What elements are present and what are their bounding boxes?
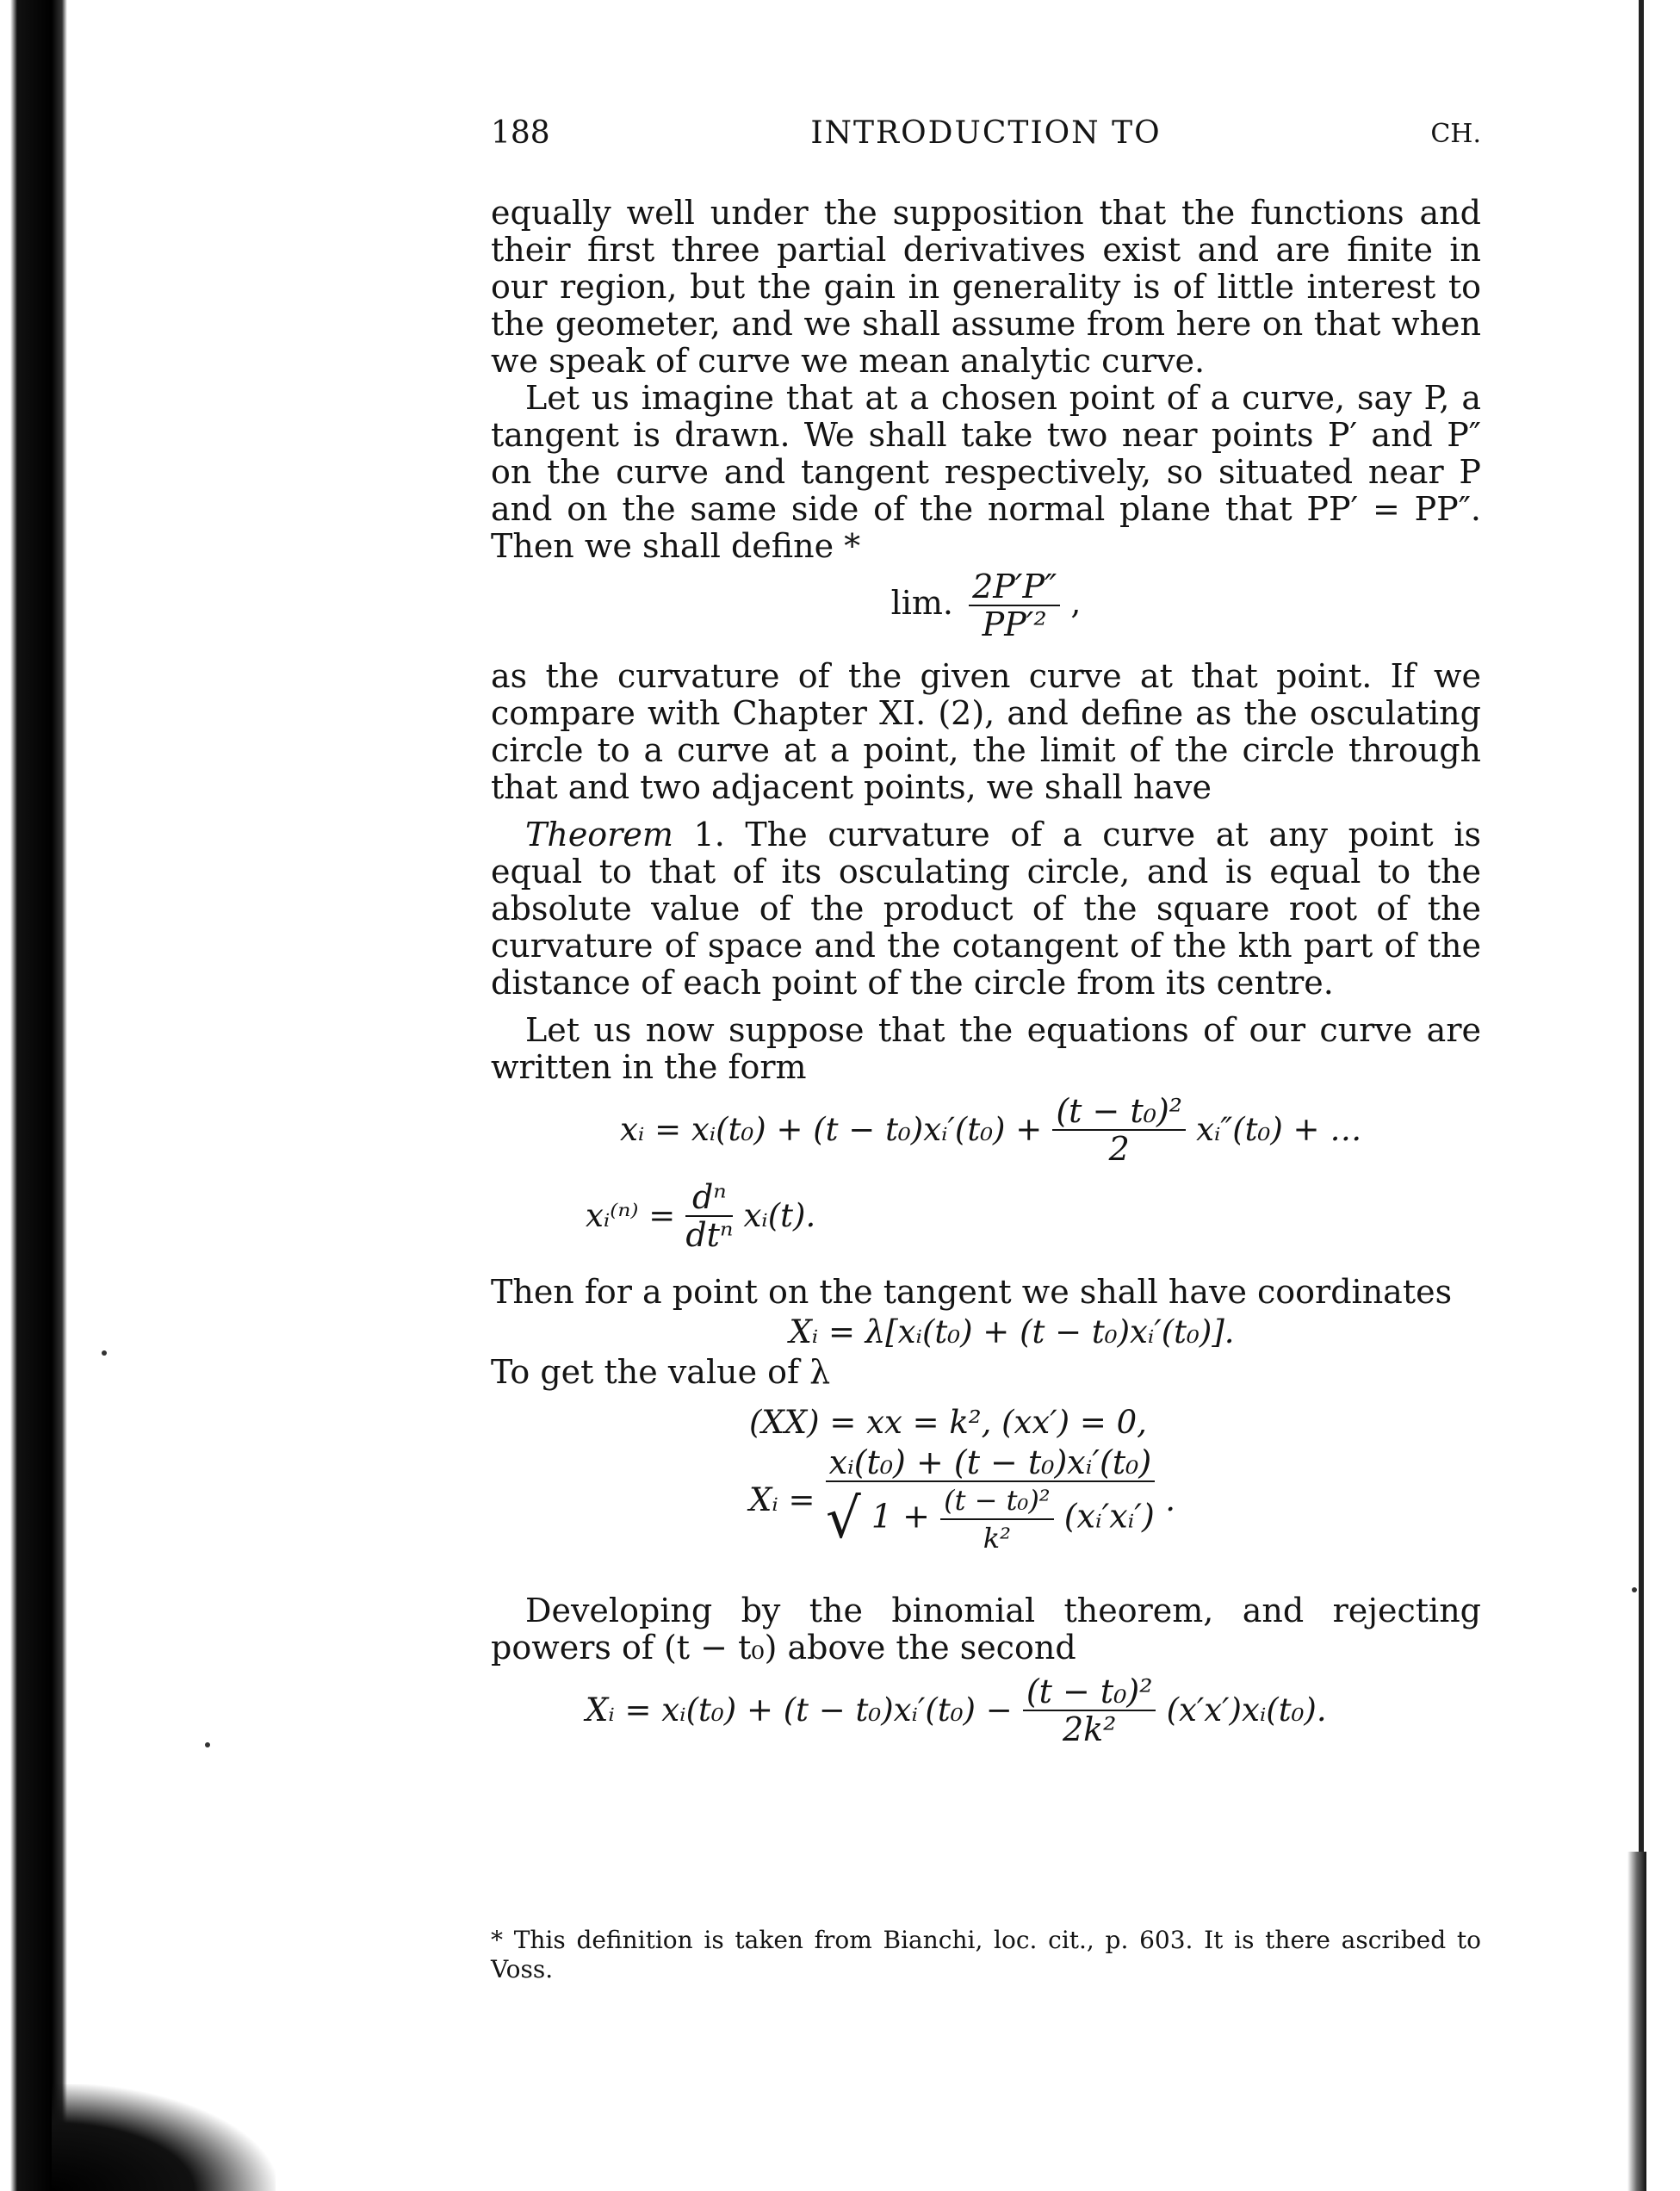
fraction-numerator: 2P′P″ bbox=[969, 568, 1060, 606]
paragraph: Then for a point on the tangent we shall have coordinates bbox=[491, 1273, 1453, 1311]
equation-part: Xᵢ = xᵢ(t₀) + (t − t₀)xᵢ′(t₀) − bbox=[586, 1691, 1013, 1729]
equation-part: xᵢ″(t₀) + … bbox=[1196, 1111, 1362, 1148]
running-title: INTRODUCTION TO bbox=[810, 115, 1162, 151]
chapter-abbreviation: CH. bbox=[1430, 119, 1481, 149]
equation-fraction bbox=[685, 1179, 733, 1253]
equation-part: Xᵢ = bbox=[749, 1481, 815, 1518]
scan-speck bbox=[102, 1350, 107, 1356]
theorem bbox=[491, 816, 1481, 1002]
scan-speck bbox=[1632, 1587, 1637, 1592]
fraction-numerator: (t − t₀)² bbox=[940, 1482, 1054, 1520]
punctuation: . bbox=[1165, 1481, 1176, 1518]
equation-part: (x′x′)xᵢ(t₀). bbox=[1166, 1691, 1327, 1729]
limit-equation bbox=[491, 565, 1481, 658]
fraction-denominator: 2 bbox=[1108, 1130, 1130, 1168]
equation-part: xᵢ⁽ⁿ⁾ = bbox=[586, 1197, 676, 1234]
equation-fraction bbox=[826, 1444, 1156, 1556]
theorem-label: Theorem bbox=[525, 816, 673, 853]
equation-tangent: Xᵢ = λ[xᵢ(t₀) + (t − t₀)xᵢ′(t₀)]. bbox=[789, 1313, 1235, 1350]
fraction-numerator: xᵢ(t₀) + (t − t₀)xᵢ′(t₀) bbox=[826, 1444, 1156, 1482]
fraction-denominator bbox=[826, 1482, 1156, 1556]
fraction-numerator: (t − t₀)² bbox=[1023, 1673, 1156, 1711]
paragraph: To get the value of λ bbox=[491, 1353, 831, 1391]
equation-fraction bbox=[1052, 1093, 1186, 1167]
page-number: 188 bbox=[491, 115, 550, 151]
book-binding-edge bbox=[0, 0, 67, 2191]
nested-fraction bbox=[940, 1482, 1054, 1556]
equation-part: xᵢ(t). bbox=[743, 1197, 816, 1234]
fraction-numerator: dⁿ bbox=[685, 1179, 733, 1217]
page-right-edge-shadow bbox=[1627, 1852, 1646, 2191]
equation-part: xᵢ = xᵢ(t₀) + (t − t₀)xᵢ′(t₀) + bbox=[620, 1111, 1043, 1148]
page-body bbox=[491, 195, 1481, 1760]
equation-expansion bbox=[491, 1667, 1481, 1760]
equation-normalized bbox=[491, 1444, 1481, 1573]
fraction-denominator: k² bbox=[983, 1522, 1011, 1555]
punctuation: , bbox=[1070, 583, 1082, 622]
footnote: * This definition is taken from Bianchi, loc. cit., p. 603. It is there ascribed to Voss. bbox=[491, 1926, 1481, 1983]
running-header bbox=[491, 115, 1481, 158]
fraction-numerator: (t − t₀)² bbox=[1052, 1093, 1186, 1131]
paragraph: equally well under the supposition that the functions and their first three partial derivatives exist and are finite in our region, but the gain in generality is of little interest to the geometer, and we shall assume from here on that when we speak of curve we mean analytic curve. bbox=[491, 194, 1481, 380]
paragraph: Let us imagine that at a chosen point of a curve, say P, a tangent is drawn. We shall take two near points P′ and P″ on the curve and tangent respectively, so situated near P and on the same side of the normal plane that PP′ = PP″. Then we shall define * bbox=[491, 379, 1481, 565]
equation-series bbox=[491, 1086, 1481, 1179]
equation-part: (xᵢ′xᵢ′) bbox=[1063, 1497, 1155, 1536]
theorem-text: 1. The curvature of a curve at any point is equal to that of its osculating circle, and is equal to the absolute value of the product of the square root of the curvature of space and the cotangent of the kth part of the distance of each point of the circle from its centre. bbox=[491, 816, 1481, 1002]
fraction-denominator: 2k² bbox=[1062, 1710, 1117, 1748]
fraction-denominator: dtⁿ bbox=[685, 1216, 734, 1254]
equation-constraint: (XX) = xx = k², (xx′) = 0, bbox=[749, 1404, 1147, 1441]
paragraph: Developing by the binomial theorem, and rejecting powers of (t − t₀) above the second bbox=[491, 1592, 1481, 1667]
paragraph: as the curvature of the given curve at that point. If we compare with Chapter XI. (2), and define as the osculating circle to a curve at a point, the limit of the circle through that and two adjacent points, we shall have bbox=[491, 657, 1481, 806]
paragraph: Let us now suppose that the equations of our curve are written in the form bbox=[491, 1011, 1481, 1086]
limit-fraction bbox=[969, 568, 1060, 642]
binding-shadow bbox=[52, 2084, 276, 2191]
equation-derivative bbox=[491, 1179, 1481, 1265]
fraction-denominator: PP′² bbox=[982, 605, 1047, 643]
equation-fraction bbox=[1023, 1673, 1156, 1747]
scan-speck bbox=[205, 1742, 210, 1747]
limit-text: lim. bbox=[890, 583, 953, 622]
square-root-sign: √ bbox=[826, 1487, 861, 1551]
equation-part: 1 + bbox=[871, 1497, 931, 1536]
